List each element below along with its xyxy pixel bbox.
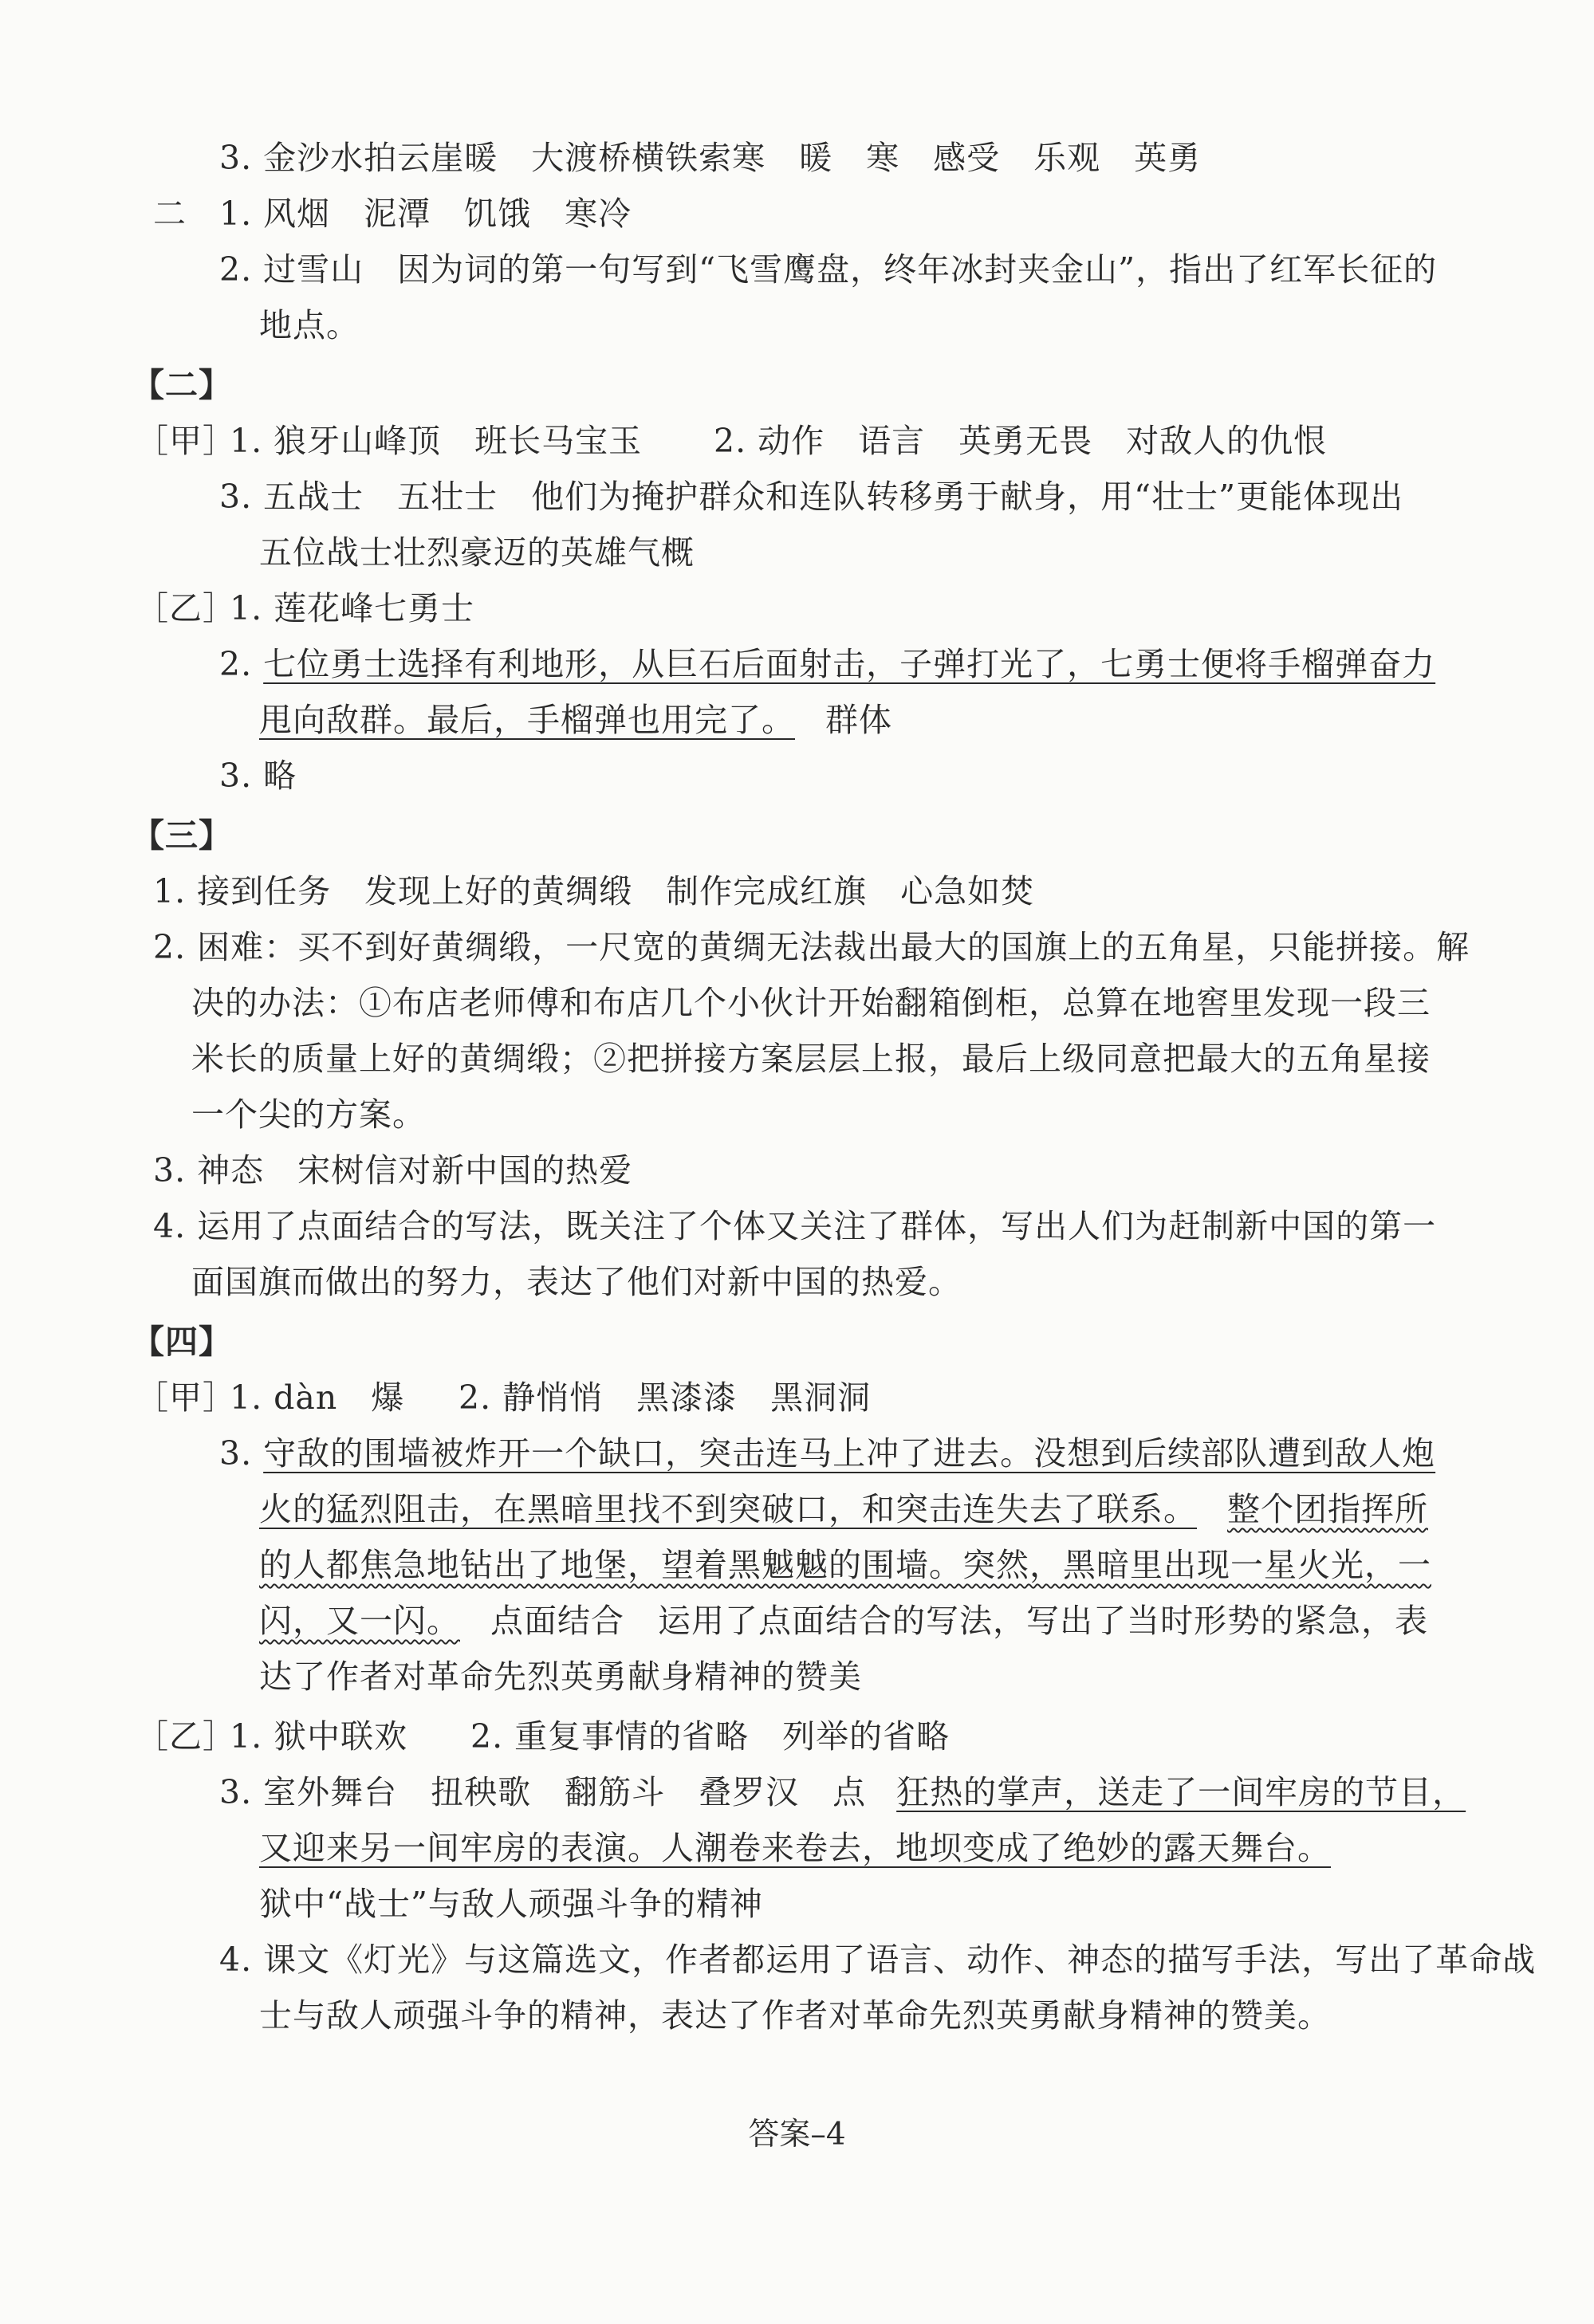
s4-jia-q2 [459,1375,871,1420]
answer-text: 1. dàn 爆 [230,1378,405,1417]
answer-sec2-q1 [219,191,632,236]
answer-text: 4. 课文《灯光》与这篇选文，作者都运用了语言、动作、神态的描写手法，写出了革命战 [219,1941,1537,1979]
s3-q4-line1 [153,1204,1436,1249]
s4-yi-q4-line1 [219,1937,1536,1982]
heading-text: 【四】 [132,1323,232,1361]
answer-text: 1. 莲花峰七勇士 [230,589,475,627]
s2-jia-q1 [230,419,642,463]
s4-yi-q2 [470,1714,950,1759]
answer-text: 3. 金沙水拍云崖暖 大渡桥横铁索寒 暖 寒 感受 乐观 英勇 [219,139,1202,177]
sub-label: ［乙］ [136,589,236,627]
answer-text: 点面结合 运用了点面结合的写法，写出了当时形势的紧急，表 [490,1602,1428,1640]
heading-text: 【三】 [132,816,232,855]
answer-text: 1. 狼牙山峰顶 班长马宝玉 [230,422,643,460]
s2-jia-q3-line1 [219,474,1403,519]
underlined-text: 守敌的围墙被炸开一个缺口，突击连马上冲了进去。没想到后续部队遭到敌人炮 [263,1434,1436,1473]
s3-q4-line2 [191,1260,962,1304]
answer-text: 狱中“战士”与敌人顽强斗争的精神 [259,1885,763,1923]
answer-part1-q3 [219,136,1201,180]
section-heading-2 [132,363,232,407]
sub-label: ［甲］ [136,1378,236,1417]
s4-jia-q3-line2 [259,1487,1428,1532]
section-label: 二 [153,195,187,233]
answer-text: 1. 风烟 泥潭 饥饿 寒冷 [219,195,632,233]
answer-text: 群体 [825,701,892,739]
s2-yi-q3 [219,753,297,798]
answer-text: 2. 静悄悄 黑漆漆 黑洞洞 [459,1378,872,1417]
answer-text: 2. 重复事情的省略 列举的省略 [470,1717,950,1756]
wavy-underlined-text: 的人都焦急地钻出了地堡，望着黑魆魆的围墙。突然，黑暗里出现一星火光，一 [259,1546,1431,1584]
s2-yi-label [136,586,236,631]
answer-text: 2. 困难：买不到好黄绸缎，一尺宽的黄绸无法裁出最大的国旗上的五角星，只能拼接。解 [153,928,1470,966]
s2-yi-q2-line2 [259,698,892,742]
s4-yi-q3-line2 [259,1826,1331,1870]
answer-text: 一个尖的方案。 [191,1095,426,1134]
s4-jia-q3-line1 [219,1431,1435,1476]
underlined-text: 又迎来另一间牢房的表演。人潮卷来卷去，地坝变成了绝妙的露天舞台。 [259,1829,1331,1867]
s4-jia-q3-line4 [259,1598,1428,1643]
s2-yi-q2-line1 [219,642,1435,686]
s3-q2-line1 [153,925,1470,969]
underlined-text: 七位勇士选择有利地形，从巨石后面射击，子弹打光了，七勇士便将手榴弹奋力 [263,645,1436,683]
wavy-underlined-text: 闪，又一闪。 [259,1602,460,1640]
answer-text: 1. 接到任务 发现上好的黄绸缎 制作完成红旗 心急如焚 [153,872,1035,910]
page-number [0,2113,1594,2157]
answer-sec2-q2-line1 [219,247,1437,292]
s4-yi-q3-line1 [219,1770,1466,1815]
s3-q1 [153,869,1034,914]
wavy-underlined-text: 整个团指挥所 [1227,1490,1428,1528]
answer-text: 决的办法：①布店老师傅和布店几个小伙计开始翻箱倒柜，总算在地窖里发现一段三 [191,984,1431,1022]
s3-q3 [153,1148,632,1193]
s4-jia-q3-line5 [259,1654,862,1699]
s2-jia-label [136,419,236,463]
s4-jia-q1 [230,1375,404,1420]
answer-text: 4. 运用了点面结合的写法，既关注了个体又关注了群体，写出人们为赶制新中国的第一 [153,1207,1437,1245]
sub-label: ［乙］ [136,1717,236,1756]
answer-text: 1. 狱中联欢 [230,1717,408,1756]
answer-text: 面国旗而做出的努力，表达了他们对新中国的热爱。 [191,1263,962,1301]
s3-q2-line2 [191,981,1431,1025]
s4-jia-label [136,1375,236,1420]
page-number-text: 答案–4 [748,2117,846,2153]
underlined-text: 狂热的掌声，送走了一间牢房的节目， [896,1773,1466,1811]
s3-q2-line3 [191,1036,1431,1081]
underlined-text: 甩向敌群。最后，手榴弹也用完了。 [259,701,795,739]
s4-jia-q3-line3 [259,1543,1431,1587]
s4-yi-q4-line2 [259,1993,1331,2038]
answer-text: 3. 室外舞台 扭秧歌 翻筋斗 叠罗汉 点 [219,1773,867,1811]
answer-text: 2. 过雪山 因为词的第一句写到“飞雪鹰盘，终年冰封夹金山”，指出了红军长征的 [219,250,1438,289]
answer-text: 3. 略 [219,757,297,795]
section-heading-4 [132,1319,232,1364]
answer-text: 五位战士壮烈豪迈的英雄气概 [259,533,695,572]
answer-text: 士与敌人顽强斗争的精神，表达了作者对革命先烈英勇献身精神的赞美。 [259,1996,1331,2035]
s4-yi-label [136,1714,236,1759]
heading-text: 【二】 [132,366,232,404]
section-heading-3 [132,813,232,858]
s2-jia-q3-line2 [259,530,695,575]
answer-text: 地点。 [259,306,360,344]
question-number: 2. [219,645,264,683]
sub-label: ［甲］ [136,422,236,460]
s2-yi-q1 [230,586,474,631]
s3-q2-line4 [191,1092,426,1137]
answer-text: 3. 神态 宋树信对新中国的热爱 [153,1151,633,1190]
underlined-text: 火的猛烈阻击，在黑暗里找不到突破口，和突击连失去了联系。 [259,1490,1197,1528]
section-2-label [153,191,187,236]
s2-jia-q2 [714,419,1327,463]
answer-text: 2. 动作 语言 英勇无畏 对敌人的仇恨 [714,422,1328,460]
answer-text: 米长的质量上好的黄绸缎；②把拼接方案层层上报，最后上级同意把最大的五角星接 [191,1040,1431,1078]
answer-sec2-q2-line2 [259,303,360,348]
s4-yi-q1 [230,1714,407,1759]
answer-text: 3. 五战士 五壮士 他们为掩护群众和连队转移勇于献身，用“壮士”更能体现出 [219,478,1404,516]
s4-yi-q3-line3 [259,1882,763,1926]
question-number: 3. [219,1434,264,1473]
answer-text: 达了作者对革命先烈英勇献身精神的赞美 [259,1657,862,1696]
